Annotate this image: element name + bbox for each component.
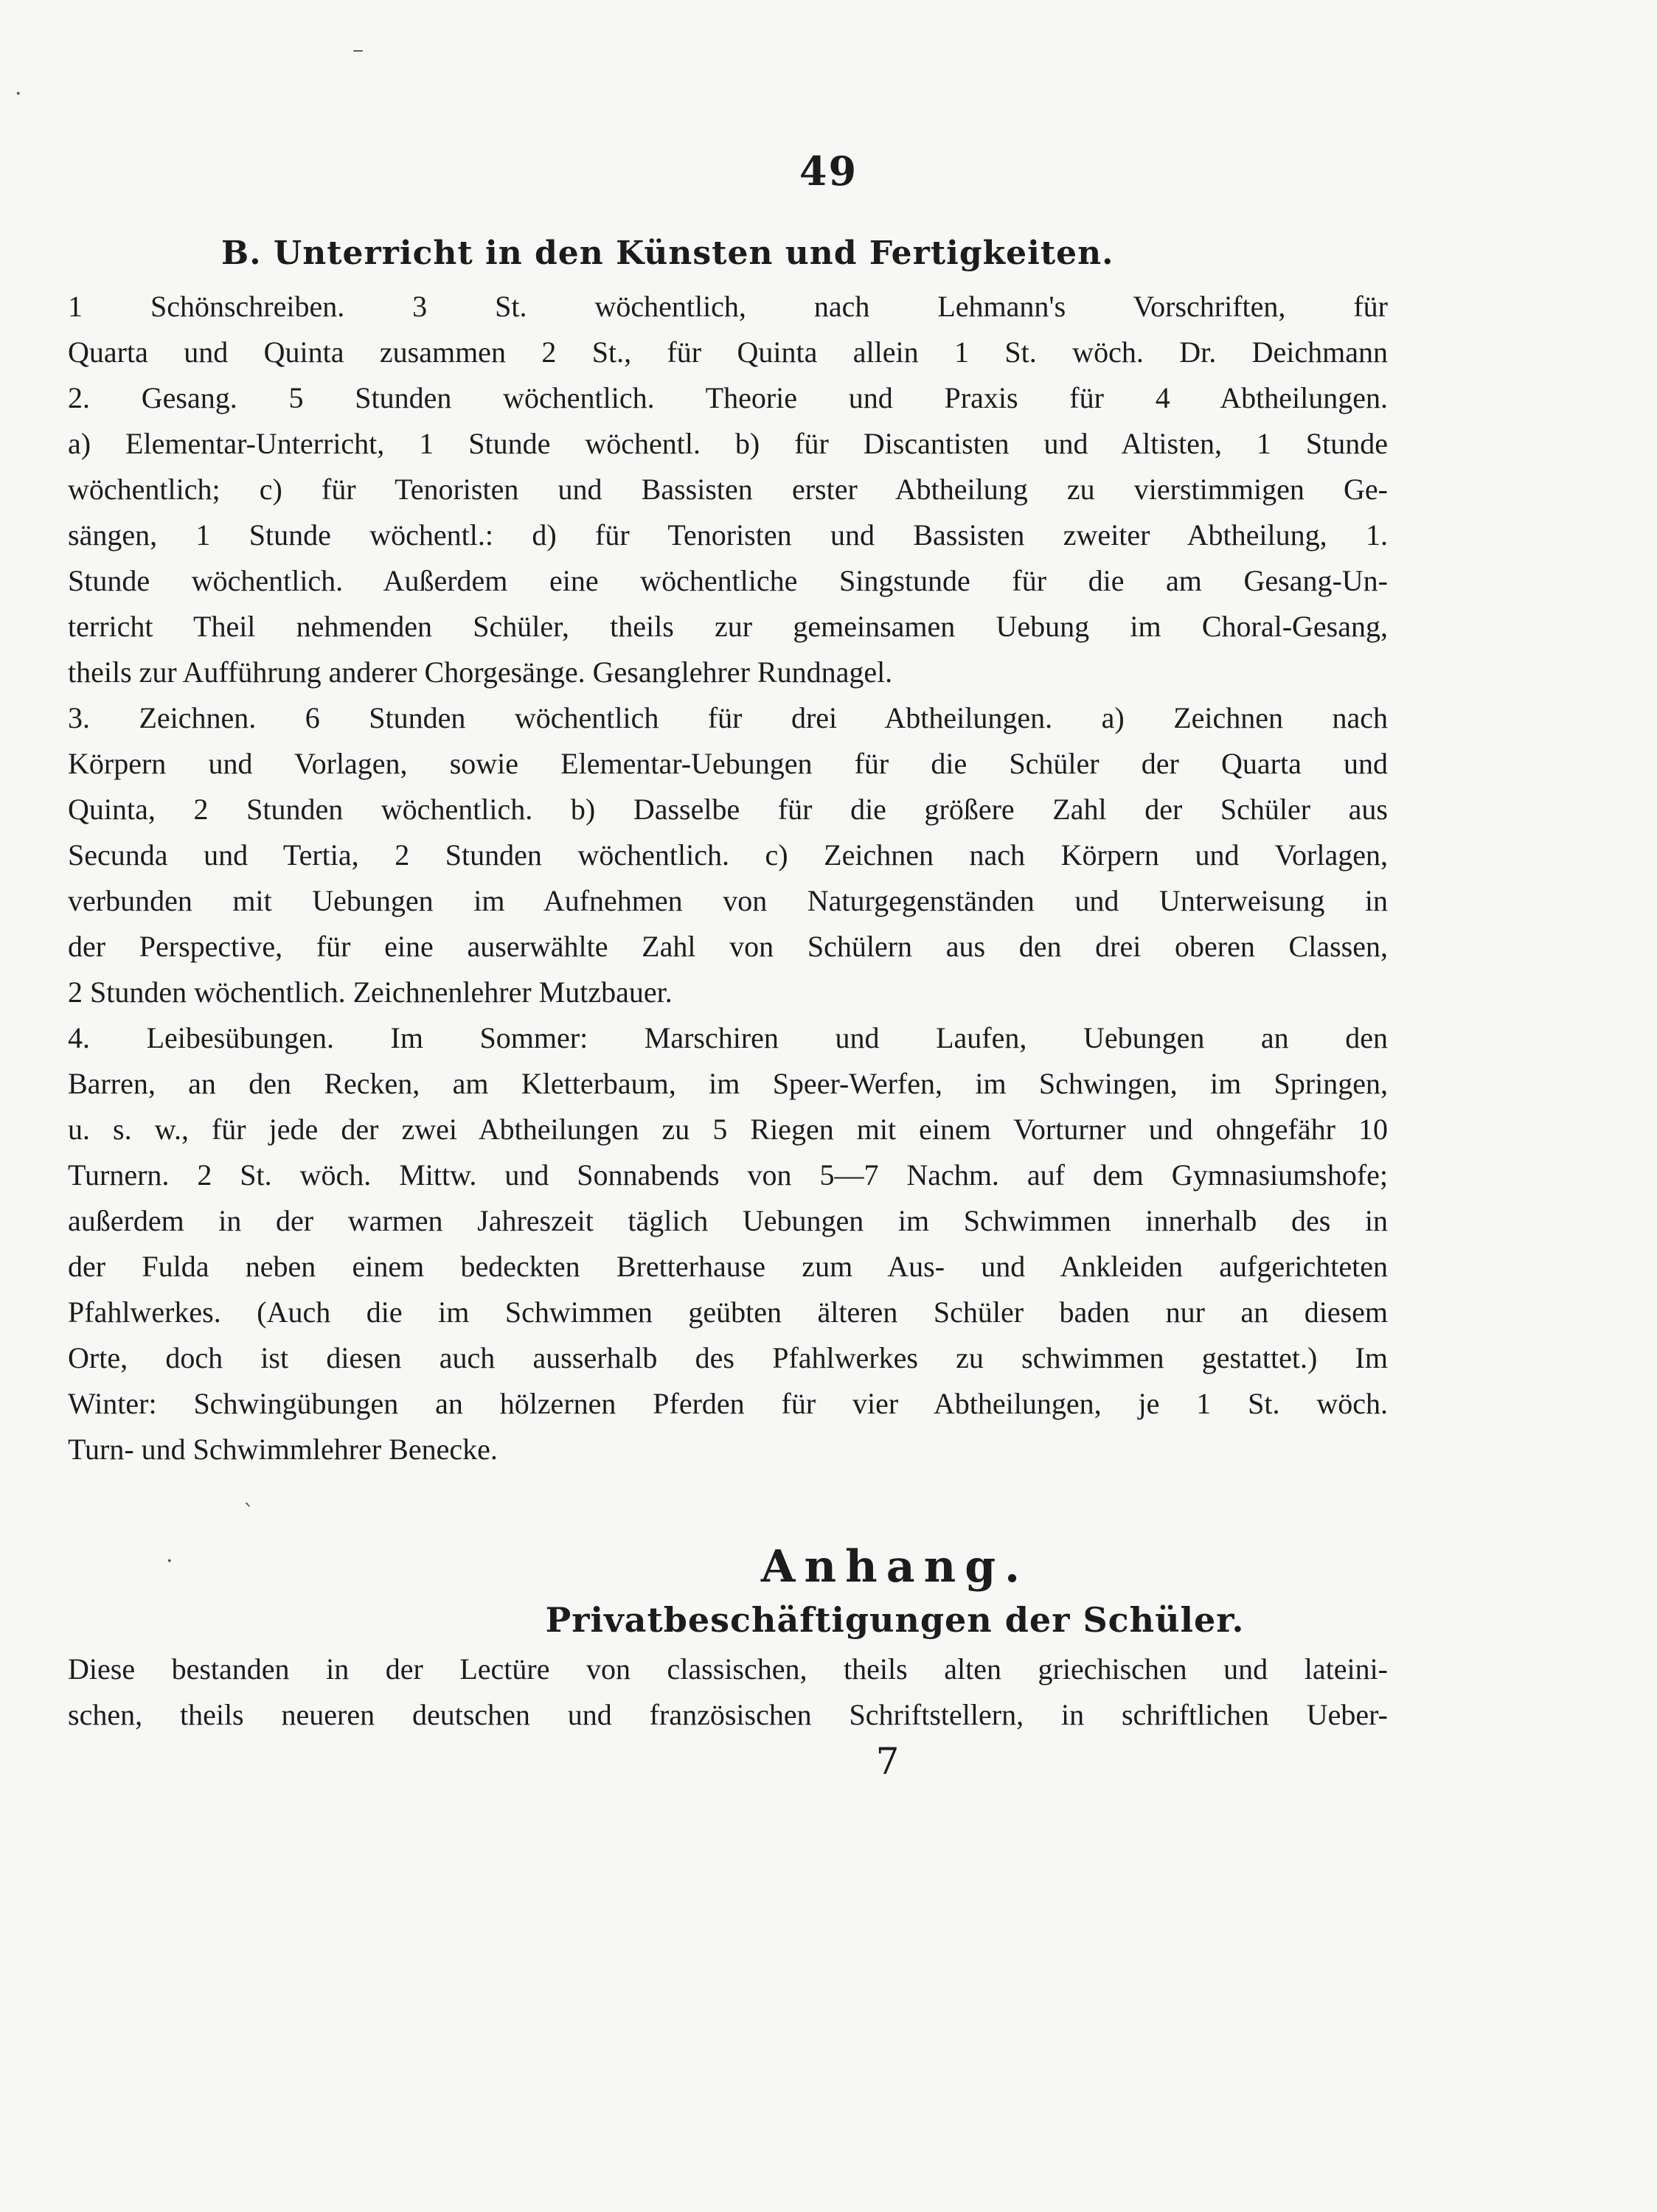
page-number: 49 [799, 147, 858, 195]
text-line: Secunda und Tertia, 2 Stunden wöchentlich. c) Zeichnen nach Körpern und Vorlagen, [68, 838, 1388, 872]
text-line: Barren, an den Recken, am Kletterbaum, im Speer-Werfen, im Schwingen, im Springen, [68, 1067, 1388, 1100]
text-line: der Perspective, für eine auserwählte Zahl von Schülern aus den drei oberen Classen, [68, 930, 1388, 963]
text-line: u. s. w., für jede der zwei Abtheilungen zu 5 Riegen mit einem Vorturner und ohngefähr 10 [68, 1113, 1388, 1146]
text-line: Quinta, 2 Stunden wöchentlich. b) Dasselbe für die größere Zahl der Schüler aus [68, 793, 1388, 826]
text-line: Pfahlwerkes. (Auch die im Schwimmen geübten älteren Schüler baden nur an diesem [68, 1295, 1388, 1329]
text-line: außerdem in der warmen Jahreszeit täglich Uebungen im Schwimmen innerhalb des in [68, 1204, 1388, 1237]
text-line: 2. Gesang. 5 Stunden wöchentlich. Theorie und Praxis für 4 Abtheilungen. [68, 381, 1388, 414]
margin-dash: – [352, 37, 364, 63]
appendix-title: Anhang. [760, 1541, 1029, 1593]
text-line: wöchentlich; c) für Tenoristen und Bassisten erster Abtheilung zu vierstimmigen Ge- [68, 473, 1388, 506]
text-line: Orte, doch ist diesen auch ausserhalb des Pfahlwerkes zu schwimmen gestattet.) Im [68, 1341, 1388, 1374]
signature-mark: 7 [875, 1740, 900, 1783]
text-line: sängen, 1 Stunde wöchentl.: d) für Tenoristen und Bassisten zweiter Abtheilung, 1. [68, 518, 1388, 552]
text-line: Winter: Schwingübungen an hölzernen Pferden für vier Abtheilungen, je 1 St. wöch. [68, 1387, 1388, 1420]
text-line: der Fulda neben einem bedeckten Bretterhause zum Aus- und Ankleiden aufgerichteten [68, 1250, 1388, 1283]
text-line: 4. Leibesübungen. Im Sommer: Marschiren und Laufen, Uebungen an den [68, 1021, 1388, 1054]
text-line: 2 Stunden wöchentlich. Zeichnenlehrer Mutzbauer. [68, 975, 673, 1009]
appendix-body [68, 1646, 1388, 1737]
text-line: 1 Schönschreiben. 3 St. wöchentlich, nach Lehmann's Vorschriften, für [68, 290, 1388, 323]
paragraph-schoenschreiben [68, 284, 1388, 375]
text-line: Diese bestanden in der Lectüre von classischen, theils alten griechischen und lateini- [68, 1652, 1388, 1686]
text-line: a) Elementar-Unterricht, 1 Stunde wöchentl. b) für Discantisten und Altisten, 1 Stunde [68, 427, 1388, 460]
paragraph-leibesuebungen [68, 1015, 1388, 1472]
text-line: 3. Zeichnen. 6 Stunden wöchentlich für drei Abtheilungen. a) Zeichnen nach [68, 701, 1388, 734]
paragraph-gesang [68, 375, 1388, 695]
text-line: Turn- und Schwimmlehrer Benecke. [68, 1433, 498, 1466]
section-body [68, 284, 1388, 1472]
paragraph-zeichnen [68, 695, 1388, 1015]
text-line: Stunde wöchentlich. Außerdem eine wöchentliche Singstunde für die am Gesang-Un- [68, 564, 1388, 597]
text-line: schen, theils neueren deutschen und französischen Schriftstellern, in schriftlichen Ueber- [68, 1698, 1388, 1731]
text-line: Turnern. 2 St. wöch. Mittw. und Sonnabends von 5—7 Nachm. auf dem Gymnasiumshofe; [68, 1158, 1388, 1192]
text-line: terricht Theil nehmenden Schüler, theils zur gemeinsamen Uebung im Choral-Gesang, [68, 610, 1388, 643]
text-line: Körpern und Vorlagen, sowie Elementar-Uebungen für die Schüler der Quarta und [68, 747, 1388, 780]
text-line: Quarta und Quinta zusammen 2 St., für Quinta allein 1 St. wöch. Dr. Deichmann [68, 335, 1388, 369]
text-line: theils zur Aufführung anderer Chorgesänge. Gesanglehrer Rundnagel. [68, 655, 893, 689]
margin-dot: · [166, 1548, 173, 1574]
margin-dot: · [15, 81, 22, 107]
section-heading: B. Unterricht in den Künsten und Fertigkeiten. [221, 234, 1114, 272]
margin-tick: ` [243, 1500, 254, 1526]
text-line: verbunden mit Uebungen im Aufnehmen von Naturgegenständen und Unterweisung in [68, 884, 1388, 917]
appendix-subtitle: Privatbeschäftigungen der Schüler. [545, 1600, 1245, 1640]
